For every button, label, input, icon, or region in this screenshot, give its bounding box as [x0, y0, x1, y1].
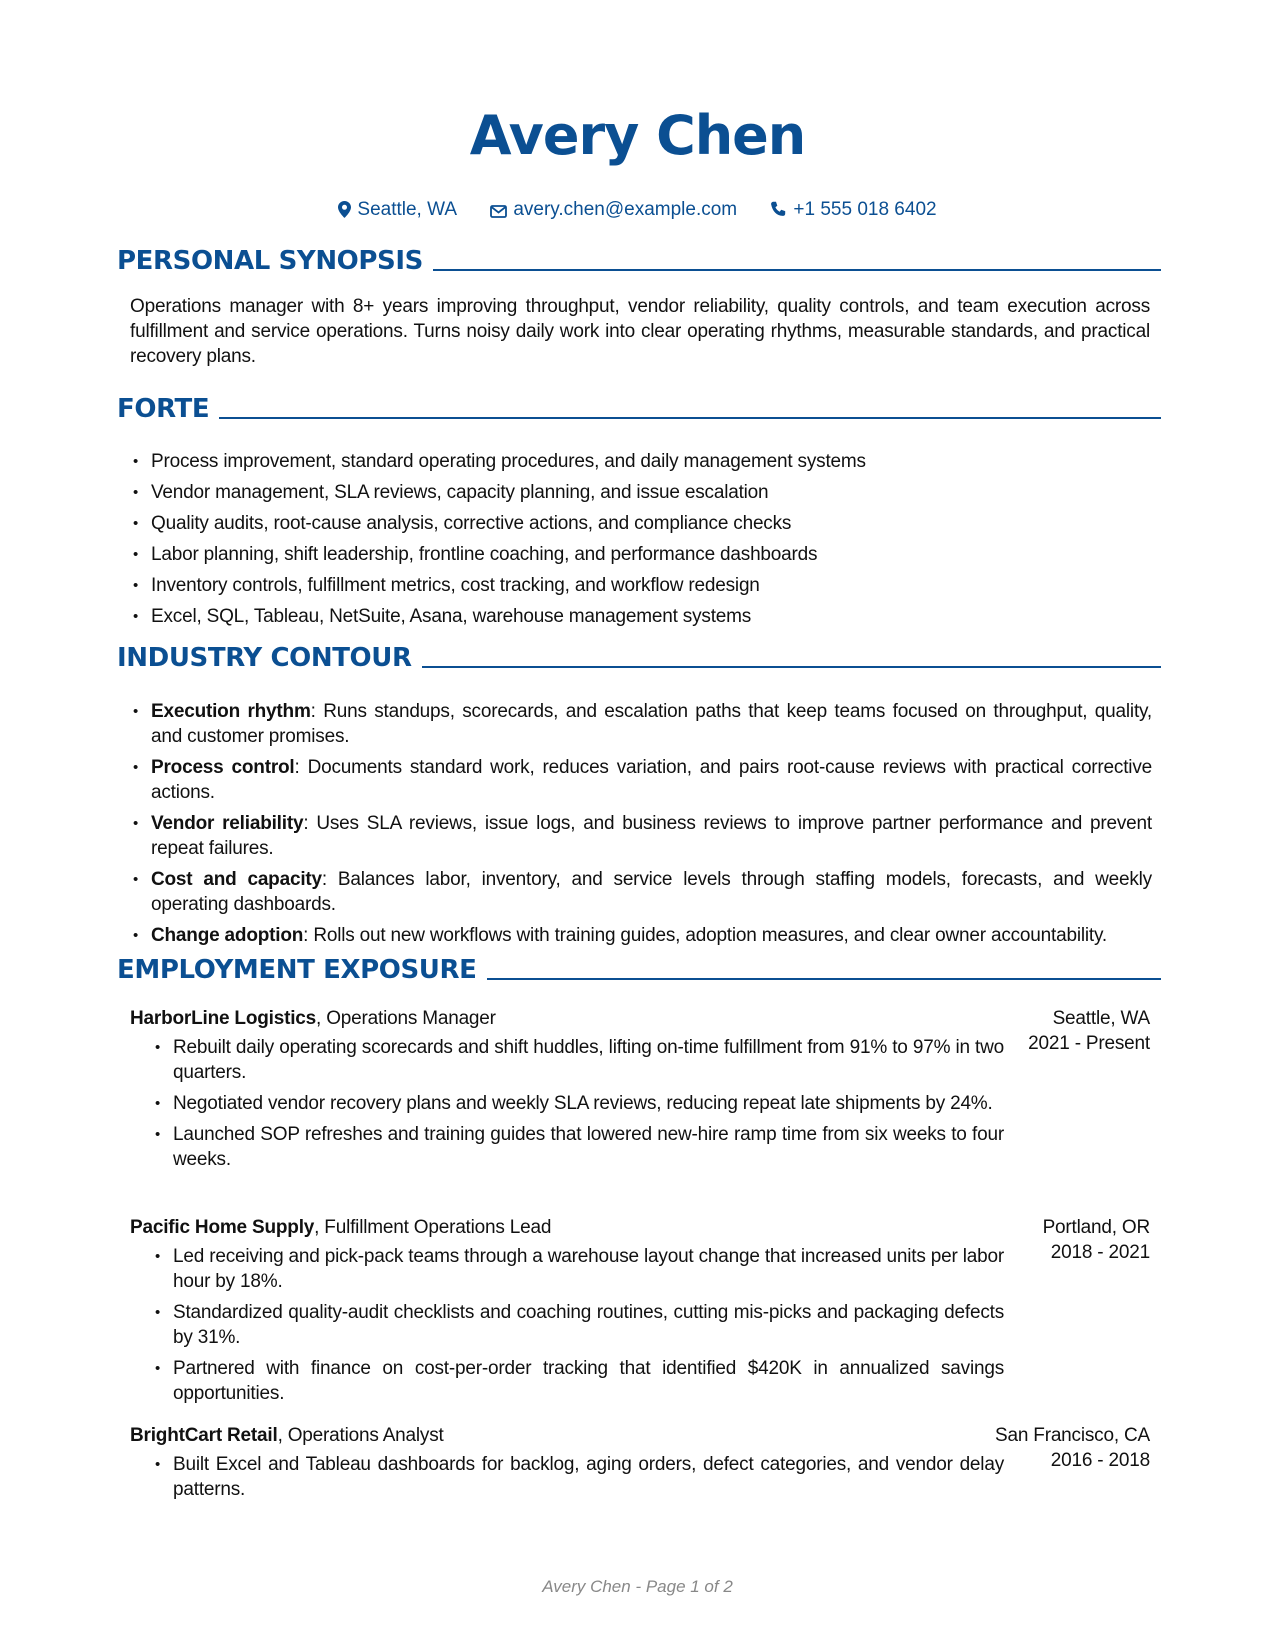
synopsis-text: Operations manager with 8+ years improving throughput, vendor reliability, quality controls, and team execution across fulfillment and service operations. Turns noisy daily work into clear operating rhythms, measurable standards, and practical recovery plans.: [130, 296, 1150, 367]
item-text: : Balances labor, inventory, and service levels through staffing models, forecasts, and weekly operating dashboards.: [151, 869, 1152, 915]
map-pin-icon: [338, 201, 351, 218]
job-role: , Operations Manager: [316, 1008, 496, 1029]
job-location: San Francisco, CA: [995, 1425, 1150, 1446]
envelope-icon: [490, 205, 507, 218]
job-dates: 2016 - 2018: [1050, 1450, 1150, 1471]
item-text: : Uses SLA reviews, issue logs, and business reviews to improve partner performance and prevent repeat failures.: [151, 813, 1152, 859]
phone-icon: [770, 201, 787, 218]
item-text: : Runs standups, scorecards, and escalation paths that keep teams focused on throughput, quality, and customer promises.: [151, 701, 1152, 747]
section-heading-forte: [117, 390, 1161, 424]
candidate-name: Avery Chen: [469, 104, 806, 167]
list-item: [130, 811, 1152, 861]
job-bullets: [152, 1035, 1004, 1172]
job-header: [130, 1006, 1150, 1031]
item-label: Cost and capacity: [151, 869, 322, 890]
job-dates: 2018 - 2021: [1050, 1242, 1150, 1263]
section-divider: [433, 269, 1161, 271]
job-role: , Fulfillment Operations Lead: [314, 1217, 552, 1238]
list-item: [130, 699, 1152, 749]
list-item: • Launched SOP refreshes and training guides that lowered new-hire ramp time from six weeks to four weeks.: [152, 1122, 1004, 1172]
list-item: • Rebuilt daily operating scorecards and shift huddles, lifting on-time fulfillment from 91% to 97% in two quarters.: [152, 1035, 1004, 1085]
section-title: FORTE: [117, 394, 210, 424]
contact-phone[interactable]: [770, 197, 936, 223]
company-name: BrightCart Retail: [130, 1425, 278, 1446]
item-text: : Documents standard work, reduces variation, and pairs root-cause reviews with practical corrective actions.: [151, 757, 1152, 803]
list-item: • Partnered with finance on cost-per-order tracking that identified $420K in annualized savings opportunities.: [152, 1356, 1004, 1406]
item-text: : Rolls out new workflows with training guides, adoption measures, and clear owner accountability.: [303, 925, 1107, 946]
job-bullets: [152, 1452, 1004, 1502]
section-heading-contour: [117, 639, 1161, 673]
section-divider: [487, 978, 1162, 980]
section-heading-employment: [117, 951, 1161, 985]
section-divider: [219, 417, 1161, 419]
list-item: [130, 923, 1152, 948]
item-label: Process control: [151, 757, 295, 778]
job-meta: [995, 1423, 1150, 1473]
list-item: • Standardized quality-audit checklists and coaching routines, cutting mis-picks and packaging defects by 31%.: [152, 1300, 1004, 1350]
job-entry: [130, 1423, 1150, 1508]
location-text: Seattle, WA: [357, 199, 458, 220]
list-item: • Led receiving and pick-pack teams through a warehouse layout change that increased units per labor hour by 18%.: [152, 1244, 1004, 1294]
list-item: • Built Excel and Tableau dashboards for backlog, aging orders, defect categories, and vendor delay patterns.: [152, 1452, 1004, 1502]
contact-email[interactable]: [490, 197, 737, 223]
item-label: Execution rhythm: [151, 701, 311, 722]
contact-line: [0, 197, 1275, 223]
job-role: , Operations Analyst: [277, 1425, 444, 1446]
job-location: Seattle, WA: [1052, 1008, 1150, 1029]
list-item: • Quality audits, root-cause analysis, corrective actions, and compliance checks: [130, 511, 1152, 536]
job-header: [130, 1215, 1150, 1240]
section-title: EMPLOYMENT EXPOSURE: [117, 955, 477, 985]
item-label: Vendor reliability: [151, 813, 304, 834]
list-item: [130, 755, 1152, 805]
list-item: • Process improvement, standard operating procedures, and daily management systems: [130, 449, 1152, 474]
job-entry: [130, 1215, 1150, 1412]
phone-text: +1 555 018 6402: [793, 199, 937, 220]
page-footer: Avery Chen - Page 1 of 2: [542, 1577, 733, 1596]
list-item: • Vendor management, SLA reviews, capacity planning, and issue escalation: [130, 480, 1152, 505]
list-item: • Excel, SQL, Tableau, NetSuite, Asana, warehouse management systems: [130, 604, 1152, 629]
contact-location: [338, 197, 457, 223]
job-meta: [1028, 1006, 1150, 1056]
list-item: • Labor planning, shift leadership, frontline coaching, and performance dashboards: [130, 542, 1152, 567]
list-item: • Inventory controls, fulfillment metrics, cost tracking, and workflow redesign: [130, 573, 1152, 598]
list-item: [130, 867, 1152, 917]
list-item: • Negotiated vendor recovery plans and weekly SLA reviews, reducing repeat late shipments by 24%.: [152, 1091, 1004, 1116]
company-name: Pacific Home Supply: [130, 1217, 315, 1238]
job-dates: 2021 - Present: [1028, 1033, 1150, 1054]
job-location: Portland, OR: [1042, 1217, 1150, 1238]
company-name: HarborLine Logistics: [130, 1008, 317, 1029]
contour-list: [130, 699, 1152, 954]
email-text: avery.chen@example.com: [513, 199, 738, 220]
job-bullets: [152, 1244, 1004, 1406]
job-entry: [130, 1006, 1150, 1178]
job-meta: [1043, 1215, 1150, 1265]
section-title: PERSONAL SYNOPSIS: [117, 246, 423, 276]
item-label: Change adoption: [151, 925, 304, 946]
section-title: INDUSTRY CONTOUR: [117, 643, 412, 673]
forte-list: [130, 449, 1152, 635]
section-heading-synopsis: [117, 242, 1161, 276]
section-divider: [422, 666, 1161, 668]
